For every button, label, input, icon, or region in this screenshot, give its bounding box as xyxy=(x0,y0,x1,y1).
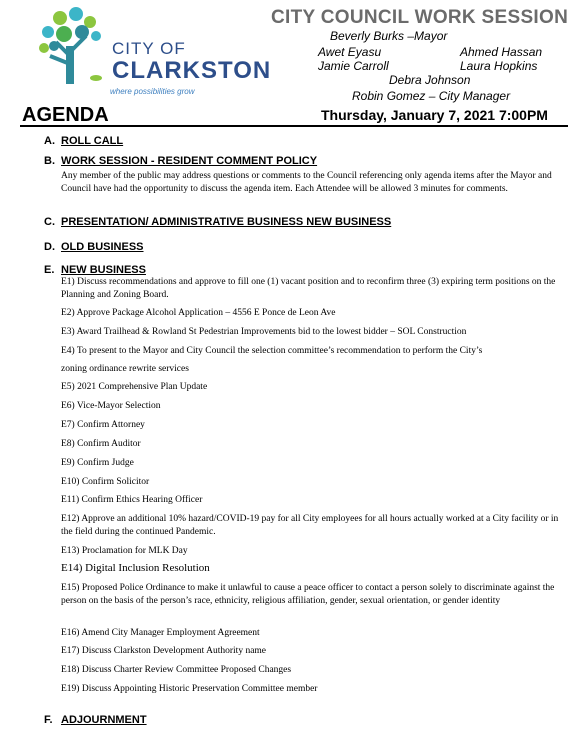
agenda-item-e9: E9) Confirm Judge xyxy=(61,458,134,468)
agenda-item-e4-continued: zoning ordinance rewrite services xyxy=(61,364,189,374)
logo-tagline: where possibilities grow xyxy=(110,87,195,96)
city-manager-name: Robin Gomez – City Manager xyxy=(352,89,511,103)
section-roll-call xyxy=(44,135,123,147)
section-letter: F. xyxy=(44,714,53,726)
section-title: NEW BUSINESS xyxy=(61,264,146,276)
agenda-item-e10: E10) Confirm Solicitor xyxy=(61,477,150,487)
council-member: Ahmed Hassan xyxy=(460,45,543,59)
section-presentation xyxy=(44,216,391,228)
agenda-item-e7: E7) Confirm Attorney xyxy=(61,420,145,430)
section-letter: E. xyxy=(44,264,55,276)
agenda-item-e12: E12) Approve an additional 10% hazard/COVID-19 pay for all City employees for all hours actually worked at a City facility or in the field during the continued Pandemic. xyxy=(61,514,559,537)
section-old-business xyxy=(44,241,144,253)
council-title: CITY COUNCIL WORK SESSION xyxy=(271,7,569,28)
logo-name-text: CLARKSTON xyxy=(112,57,272,84)
tree-icon xyxy=(38,6,113,86)
agenda-item-e17: E17) Discuss Clarkston Development Authority name xyxy=(61,646,267,656)
agenda-item-e14: E14) Digital Inclusion Resolution xyxy=(61,562,210,574)
agenda-heading: AGENDA xyxy=(22,104,109,126)
council-member: Jamie Carroll xyxy=(318,59,389,73)
agenda-item-e13: E13) Proclamation for MLK Day xyxy=(61,546,188,556)
logo-city-text: CITY OF xyxy=(112,39,186,58)
agenda-item-e16: E16) Amend City Manager Employment Agreement xyxy=(61,628,260,638)
meeting-date: Thursday, January 7, 2021 7:00PM xyxy=(321,107,548,123)
section-title: OLD BUSINESS xyxy=(61,241,144,253)
council-member: Laura Hopkins xyxy=(460,59,538,73)
agenda-item-e19: E19) Discuss Appointing Historic Preservation Committee member xyxy=(61,684,318,694)
section-title: PRESENTATION/ ADMINISTRATIVE BUSINESS NEW BUSINESS xyxy=(61,216,392,228)
agenda-item-e3: E3) Award Trailhead & Rowland St Pedestrian Improvements bid to the lowest bidder – SOL Construction xyxy=(61,327,467,337)
header-divider xyxy=(20,125,568,127)
section-resident-comment xyxy=(44,155,317,167)
city-logo xyxy=(38,6,272,96)
section-letter: B. xyxy=(44,155,55,167)
section-title: ROLL CALL xyxy=(61,135,124,147)
agenda-item-e6: E6) Vice-Mayor Selection xyxy=(61,401,161,411)
section-letter: D. xyxy=(44,241,55,253)
agenda-item-e11: E11) Confirm Ethics Hearing Officer xyxy=(61,495,203,505)
council-member: Debra Johnson xyxy=(389,73,471,87)
agenda-item-e18: E18) Discuss Charter Review Committee Proposed Changes xyxy=(61,665,292,675)
agenda-item-e5: E5) 2021 Comprehensive Plan Update xyxy=(61,382,208,392)
section-letter: C. xyxy=(44,216,55,228)
section-title: WORK SESSION - RESIDENT COMMENT POLICY xyxy=(61,155,318,167)
agenda-item-e8: E8) Confirm Auditor xyxy=(61,439,141,449)
council-member: Awet Eyasu xyxy=(318,45,382,59)
agenda-item-e1: E1) Discuss recommendations and approve to fill one (1) vacant position and to reconfirm three (3) expiring term positions on the Planning and Zoning Board. xyxy=(61,277,556,300)
agenda-item-e4: E4) To present to the Mayor and City Council the selection committee’s recommendation to perform the City’s xyxy=(61,346,483,356)
mayor-name: Beverly Burks –Mayor xyxy=(330,29,448,43)
agenda-item-e15: E15) Proposed Police Ordinance to make it unlawful to cause a peace officer to contact a person solely to discriminate against the person on the basis of the person’s race, ethnicity, religious affiliation, gender, sexual orientation, or gender identity xyxy=(61,583,555,606)
section-new-business xyxy=(44,264,146,276)
section-title: ADJOURNMENT xyxy=(61,714,147,726)
section-letter: A. xyxy=(44,135,55,147)
comment-policy-text: Any member of the public may address questions or comments to the Council referencing only agenda items after the Mayor and Council have had the opportunity to discuss the agenda item. Each Attendee will be allowed 3 minutes for comments. xyxy=(61,171,552,194)
agenda-item-e2: E2) Approve Package Alcohol Application – 4556 E Ponce de Leon Ave xyxy=(61,308,336,318)
section-adjournment xyxy=(44,714,147,726)
